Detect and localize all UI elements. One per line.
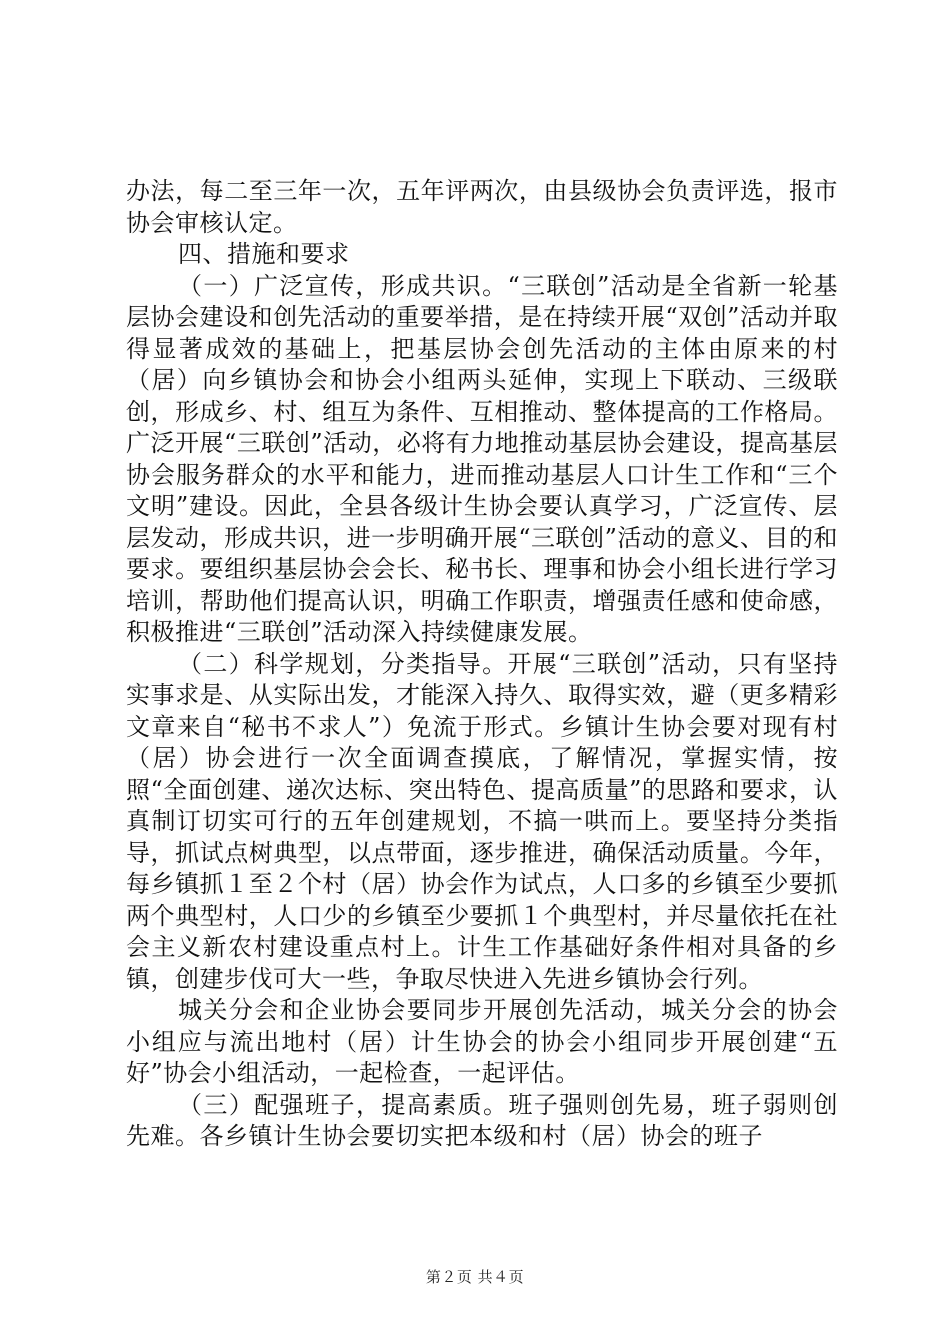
section-heading: 四、措施和要求: [178, 240, 350, 268]
page-number-label: 第２页 共４页: [425, 1268, 525, 1286]
paragraph-urban-branch: 城关分会和企业协会要同步开展创先活动，城关分会的协会小组应与流出地村（居）计生协会的协会小组同步开展创建“五好”协会小组活动，一起检查，一起评估。: [126, 996, 838, 1087]
paragraph-continuation: 办法，每二至三年一次，五年评两次，由县级协会负责评选，报市协会审核认定。: [126, 177, 838, 237]
paragraph-planning: （二）科学规划，分类指导。开展“三联创”活动，只有坚持实事求是、从实际出发，才能深入持久、取得实效，避（更多精彩文章来自“秘书不求人”）免流于形式。乡镇计生协会要对现有村（居）协会进行一次全面调查摸底，了解情况，掌握实情，按照“全面创建、递次达标、突出特色、提高质量”的思路和要求，认真制订切实可行的五年创建规划，不搞一哄而上。要坚持分类指导，抓试点树典型，以点带面，逐步推进，确保活动质量。今年，每乡镇抓１至２个村（居）协会作为试点，人口多的乡镇至少要抓两个典型村，人口少的乡镇至少要抓１个典型村，并尽量依托在社会主义新农村建设重点村上。计生工作基础好条件相对具备的乡镇，创建步伐可大一些，争取尽快进入先进乡镇协会行列。: [126, 649, 838, 993]
document-body: [126, 176, 838, 1153]
page-footer: [0, 1266, 950, 1287]
paragraph-publicity: （一）广泛宣传，形成共识。“三联创”活动是全省新一轮基层协会建设和创先活动的重要举措，是在持续开展“双创”活动并取得显著成效的基础上，把基层协会创先活动的主体由原来的村（居）向乡镇协会和协会小组两头延伸，实现上下联动、三级联创，形成乡、村、组互为条件、互相推动、整体提高的工作格局。广泛开展“三联创”活动，必将有力地推动基层协会建设，提高基层协会服务群众的水平和能力，进而推动基层人口计生工作和“三个文明”建设。因此，全县各级计生协会要认真学习，广泛宣传、层层发动，形成共识，进一步明确开展“三联创”活动的意义、目的和要求。要组织基层协会会长、秘书长、理事和协会小组长进行学习培训，帮助他们提高认识，明确工作职责，增强责任感和使命感，积极推进“三联创”活动深入持续健康发展。: [126, 271, 838, 646]
paragraph-leadership: （三）配强班子，提高素质。班子强则创先易，班子弱则创先难。各乡镇计生协会要切实把本级和村（居）协会的班子: [126, 1090, 838, 1150]
